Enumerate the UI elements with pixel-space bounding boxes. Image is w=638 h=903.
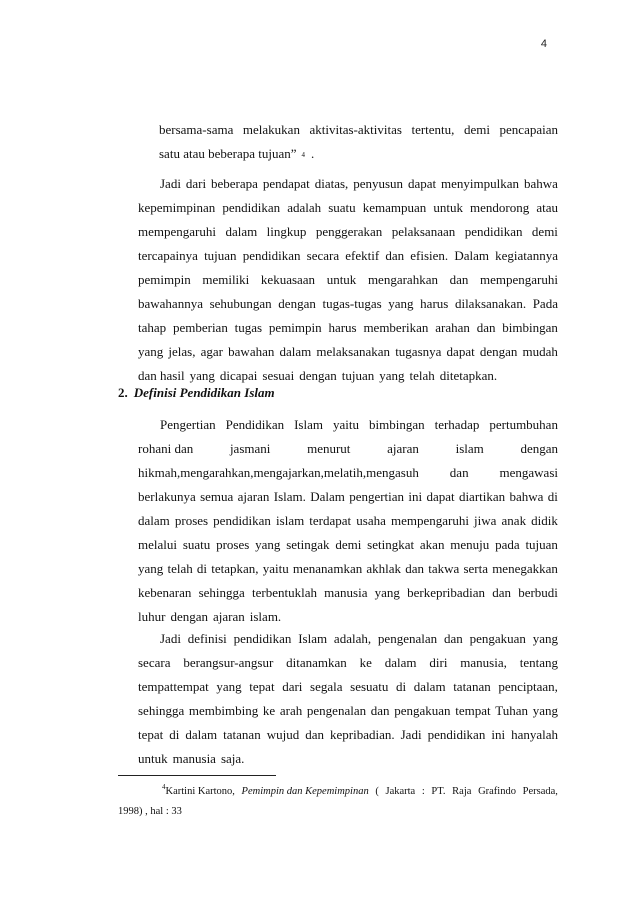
word: yang [189, 368, 215, 383]
word: ke [359, 655, 372, 670]
word: pengakuan [469, 631, 526, 646]
word: setingkat [367, 537, 415, 552]
word: yaitu [332, 417, 359, 432]
paragraph-line [138, 292, 558, 316]
word: pemberian [172, 320, 228, 335]
word: melalui [138, 537, 177, 552]
word: demi [463, 122, 490, 137]
word: pendidikan [233, 631, 292, 646]
footnote-word: Jakarta [385, 786, 416, 797]
word: pemimpin [268, 320, 322, 335]
word: tujuan [204, 248, 237, 263]
word: adalah [287, 200, 322, 215]
word: mengawasi [499, 465, 558, 480]
paragraph-2 [138, 413, 558, 629]
word: penciptaan, [498, 679, 558, 694]
word: saja. [220, 751, 245, 766]
word: rohani dan [138, 441, 194, 456]
word: yaitu [262, 561, 289, 576]
word: ke [262, 703, 276, 718]
word: jasmani [229, 441, 271, 456]
word: dengan [170, 609, 208, 624]
word: yang [255, 537, 281, 552]
word: proses [216, 537, 250, 552]
word: dan hasil [138, 368, 185, 383]
word: pendidikan [427, 727, 486, 742]
word: bersama-sama [159, 122, 234, 137]
word: tertentu, [411, 122, 455, 137]
word: untuk [326, 272, 357, 287]
quote-line [159, 118, 558, 142]
word: Islam [298, 631, 328, 646]
word: yang [532, 631, 558, 646]
word: manusia, [460, 655, 507, 670]
word: untuk [138, 751, 168, 766]
word: Jadi [400, 727, 422, 742]
paragraph-line [138, 509, 558, 533]
word: secara [306, 248, 340, 263]
word: dalam [138, 513, 170, 528]
word: manusia [324, 585, 368, 600]
paragraph-line [138, 413, 558, 437]
word: melakukan [242, 122, 300, 137]
word: tujuan [525, 537, 558, 552]
word: tugas-tugas [322, 296, 382, 311]
paragraph-line [138, 461, 558, 485]
word: pencapaian [499, 122, 558, 137]
word: Pendidikan [225, 417, 285, 432]
footnote-word: PT. [431, 786, 446, 797]
word: serta [463, 561, 488, 576]
word: dalam [413, 679, 446, 694]
word: arah [279, 703, 303, 718]
paragraph-line [138, 533, 558, 557]
word: dari [282, 679, 303, 694]
word: tempat [455, 703, 491, 718]
word: tujuan [341, 368, 375, 383]
word: dapat [446, 344, 475, 359]
word: yang [532, 703, 558, 718]
word: terdapat [309, 513, 352, 528]
word: manusia [172, 751, 216, 766]
word: pelaksanaan [391, 224, 456, 239]
word: harus [328, 320, 357, 335]
word: segala [310, 679, 343, 694]
word: pengenalan [377, 631, 438, 646]
paragraph-line [138, 316, 558, 340]
word: adalah, [333, 631, 372, 646]
paragraph-line [138, 557, 558, 581]
footnote-line [118, 782, 558, 802]
word: ajaran [237, 489, 270, 504]
word: tatanan [223, 727, 261, 742]
quote-text: satu atau beberapa tujuan” [159, 146, 297, 161]
word: islam [276, 513, 305, 528]
word: pendidikan [213, 513, 271, 528]
quote-block [159, 118, 558, 166]
word: memberikan [363, 320, 429, 335]
word: bawahan [228, 344, 275, 359]
word: sesuai [262, 368, 295, 383]
word: telah [167, 561, 193, 576]
word: bawahannya [138, 296, 203, 311]
word: bahwa [523, 176, 558, 191]
footnote-divider [118, 775, 276, 776]
word: Pada [532, 296, 558, 311]
word: berkepribadian [407, 585, 486, 600]
word: menanamkan [292, 561, 363, 576]
footnote-word: Grafindo [478, 786, 516, 797]
word: dan [449, 272, 469, 287]
word: di [547, 489, 558, 504]
word: sesuatu [350, 679, 389, 694]
word: akan [419, 537, 445, 552]
word: penyusun [353, 176, 404, 191]
word: mengarahkan [367, 272, 438, 287]
page-number: 4 [540, 38, 547, 50]
word: pengertian [349, 489, 405, 504]
paragraph-line [138, 723, 558, 747]
word: penggerakan [315, 224, 383, 239]
word: jiwa [474, 513, 497, 528]
word: Dalam [310, 489, 345, 504]
word: Tuhan [495, 703, 529, 718]
word: ini [491, 727, 506, 742]
word: bimbingan [502, 320, 558, 335]
word: dan [305, 727, 324, 742]
word: dan [443, 631, 463, 646]
word: di [169, 727, 180, 742]
word: beberapa [211, 176, 258, 191]
word: dalam [279, 344, 312, 359]
word: demi [335, 537, 362, 552]
word: untuk [433, 200, 463, 215]
word: pengakuan [394, 703, 451, 718]
footnote [118, 782, 558, 822]
paragraph-line [138, 220, 558, 244]
word: mendorong [470, 200, 530, 215]
word: mudah [522, 344, 558, 359]
word: definisi [187, 631, 227, 646]
word: dengan [299, 368, 337, 383]
word: dan [385, 248, 405, 263]
word: ditanamkan [286, 655, 347, 670]
word: melaksanakan [316, 344, 391, 359]
paragraph-line [138, 747, 558, 771]
paragraph-line [138, 485, 558, 509]
word: demi [531, 224, 558, 239]
word: proses [174, 513, 209, 528]
word: sehingga [138, 703, 185, 718]
word: dan [370, 703, 390, 718]
paragraph-line [138, 268, 558, 292]
word: suatu [328, 200, 356, 215]
word: di [396, 679, 407, 694]
word: didik [531, 513, 558, 528]
word: ajaran [213, 609, 245, 624]
word: Jadi [160, 631, 181, 646]
word: di [196, 561, 208, 576]
word: diri [429, 655, 448, 670]
word: sehingga [198, 585, 245, 600]
word: dan [492, 585, 512, 600]
word: dengan [479, 344, 518, 359]
word: menegakkan [492, 561, 558, 576]
word: ajaran [387, 441, 419, 456]
word: dilaksanakan. [454, 296, 527, 311]
word: islam [455, 441, 484, 456]
word: efektif [345, 248, 380, 263]
word: pada [495, 537, 520, 552]
word: tahap [138, 320, 167, 335]
word: diatas, [314, 176, 349, 191]
word: dan [449, 465, 469, 480]
word: atau [536, 200, 558, 215]
section-number: 2. [118, 385, 128, 400]
footnote-title: Pemimpin dan Kepemimpinan [241, 786, 369, 797]
word: kepemimpinan [138, 200, 216, 215]
footnote-marker: 4 [162, 782, 166, 791]
word: tercapainya [138, 248, 198, 263]
paragraph-line [138, 581, 558, 605]
word: aktivitas-aktivitas [309, 122, 402, 137]
word: akhlak [366, 561, 402, 576]
word: dengan [520, 441, 558, 456]
word: dari [185, 176, 207, 191]
word: yang [379, 368, 405, 383]
paragraph-3 [138, 627, 558, 771]
word: yang [138, 344, 164, 359]
word: islam. [249, 609, 282, 624]
word: tugas [234, 320, 263, 335]
word: efisien. [410, 248, 449, 263]
section-heading [118, 385, 275, 401]
word: kepribadian. [329, 727, 395, 742]
word: mempengaruhi [390, 513, 469, 528]
word: dalam [384, 655, 417, 670]
word: telah [409, 368, 435, 383]
word: tepat [249, 679, 275, 694]
word: kebenaran [138, 585, 192, 600]
word: luhur [138, 609, 166, 624]
quote-line: satu atau beberapa tujuan” $^4$ . [159, 142, 558, 166]
word: dicapai [219, 368, 258, 383]
word: tempattempat [138, 679, 209, 694]
word: dan [476, 320, 496, 335]
word: pendidikan [464, 224, 523, 239]
word: lingkup [266, 224, 307, 239]
word: hanyalah [511, 727, 558, 742]
paragraph-line [138, 651, 558, 675]
word: diartikan [458, 489, 506, 504]
word: yang [216, 679, 242, 694]
quote-end: . [311, 146, 315, 161]
word: takwa [428, 561, 460, 576]
word: tepat [138, 727, 164, 742]
word: yang [374, 585, 400, 600]
word: kegiatannya [495, 248, 558, 263]
word: menuju [450, 537, 490, 552]
word: tatanan [453, 679, 491, 694]
word: menyimpulkan [441, 176, 520, 191]
paragraph-line [138, 244, 558, 268]
word: pendidikan [242, 248, 301, 263]
paragraph-line [138, 172, 558, 196]
word: berlakunya [138, 489, 196, 504]
word: pendapat [262, 176, 310, 191]
word: bahwa [509, 489, 544, 504]
word: ditetapkan. [439, 368, 498, 383]
word: kemampuan [362, 200, 427, 215]
word: sehubungan [209, 296, 272, 311]
word: tetapkan, [211, 561, 259, 576]
word: dapat [407, 176, 437, 191]
word: hikmah,mengarahkan,mengajarkan,melatih,mengasuh [138, 465, 419, 480]
paragraph-line [138, 340, 558, 364]
footnote-author: $^4$Kartini Kartono, [162, 782, 235, 797]
paragraph-line [138, 699, 558, 723]
footnote-word: ( [375, 786, 379, 797]
word: jelas, [168, 344, 196, 359]
footnote-word: : [421, 786, 425, 797]
word: harus [420, 296, 449, 311]
word: dengan [278, 296, 316, 311]
paragraph-line [138, 437, 558, 461]
word: pengenalan [306, 703, 367, 718]
paragraph-line [138, 675, 558, 699]
word: membimbing [188, 703, 259, 718]
word: tugasnya [395, 344, 442, 359]
paragraph-line [138, 196, 558, 220]
word: dan [405, 561, 425, 576]
word: Islam. [273, 489, 306, 504]
word: Jadi [160, 176, 181, 191]
word: pemimpin [138, 272, 191, 287]
word: terhadap [434, 417, 480, 432]
footnote-word: Persada, [522, 786, 558, 797]
word: dapat [426, 489, 455, 504]
footnote-word: Raja [452, 786, 472, 797]
word: agar [200, 344, 224, 359]
word: dalam [185, 727, 218, 742]
word: berangsur-angsur [183, 655, 274, 670]
paragraph-line [138, 605, 558, 629]
word: anak [501, 513, 527, 528]
word: kekuasaan [260, 272, 316, 287]
word: Dalam [454, 248, 489, 263]
footnote-line: 1998) , hal : 33 [118, 806, 182, 817]
word: Islam [294, 417, 323, 432]
word: memiliki [202, 272, 250, 287]
word: pendidikan [222, 200, 281, 215]
word: Pengertian [160, 417, 216, 432]
word: yang [138, 561, 164, 576]
word: secara [138, 655, 171, 670]
word: yang [388, 296, 414, 311]
paragraph-1 [138, 172, 558, 388]
section-title: Definisi Pendidikan Islam [133, 385, 275, 400]
word: semua [200, 489, 234, 504]
word: menurut [307, 441, 351, 456]
word: terbentuklah [251, 585, 317, 600]
word: tentang [519, 655, 558, 670]
word: dalam [225, 224, 258, 239]
paragraph-line [138, 627, 558, 651]
word: mempengaruhi [138, 224, 216, 239]
word: pertumbuhan [489, 417, 558, 432]
word: berbudi [518, 585, 558, 600]
word: suatu [182, 537, 211, 552]
word: wujud [266, 727, 300, 742]
word: ini [408, 489, 423, 504]
word: bimbingan [368, 417, 425, 432]
word: arahan [435, 320, 470, 335]
word: usaha [356, 513, 386, 528]
word: setingak [286, 537, 330, 552]
word: mempengaruhi [480, 272, 558, 287]
